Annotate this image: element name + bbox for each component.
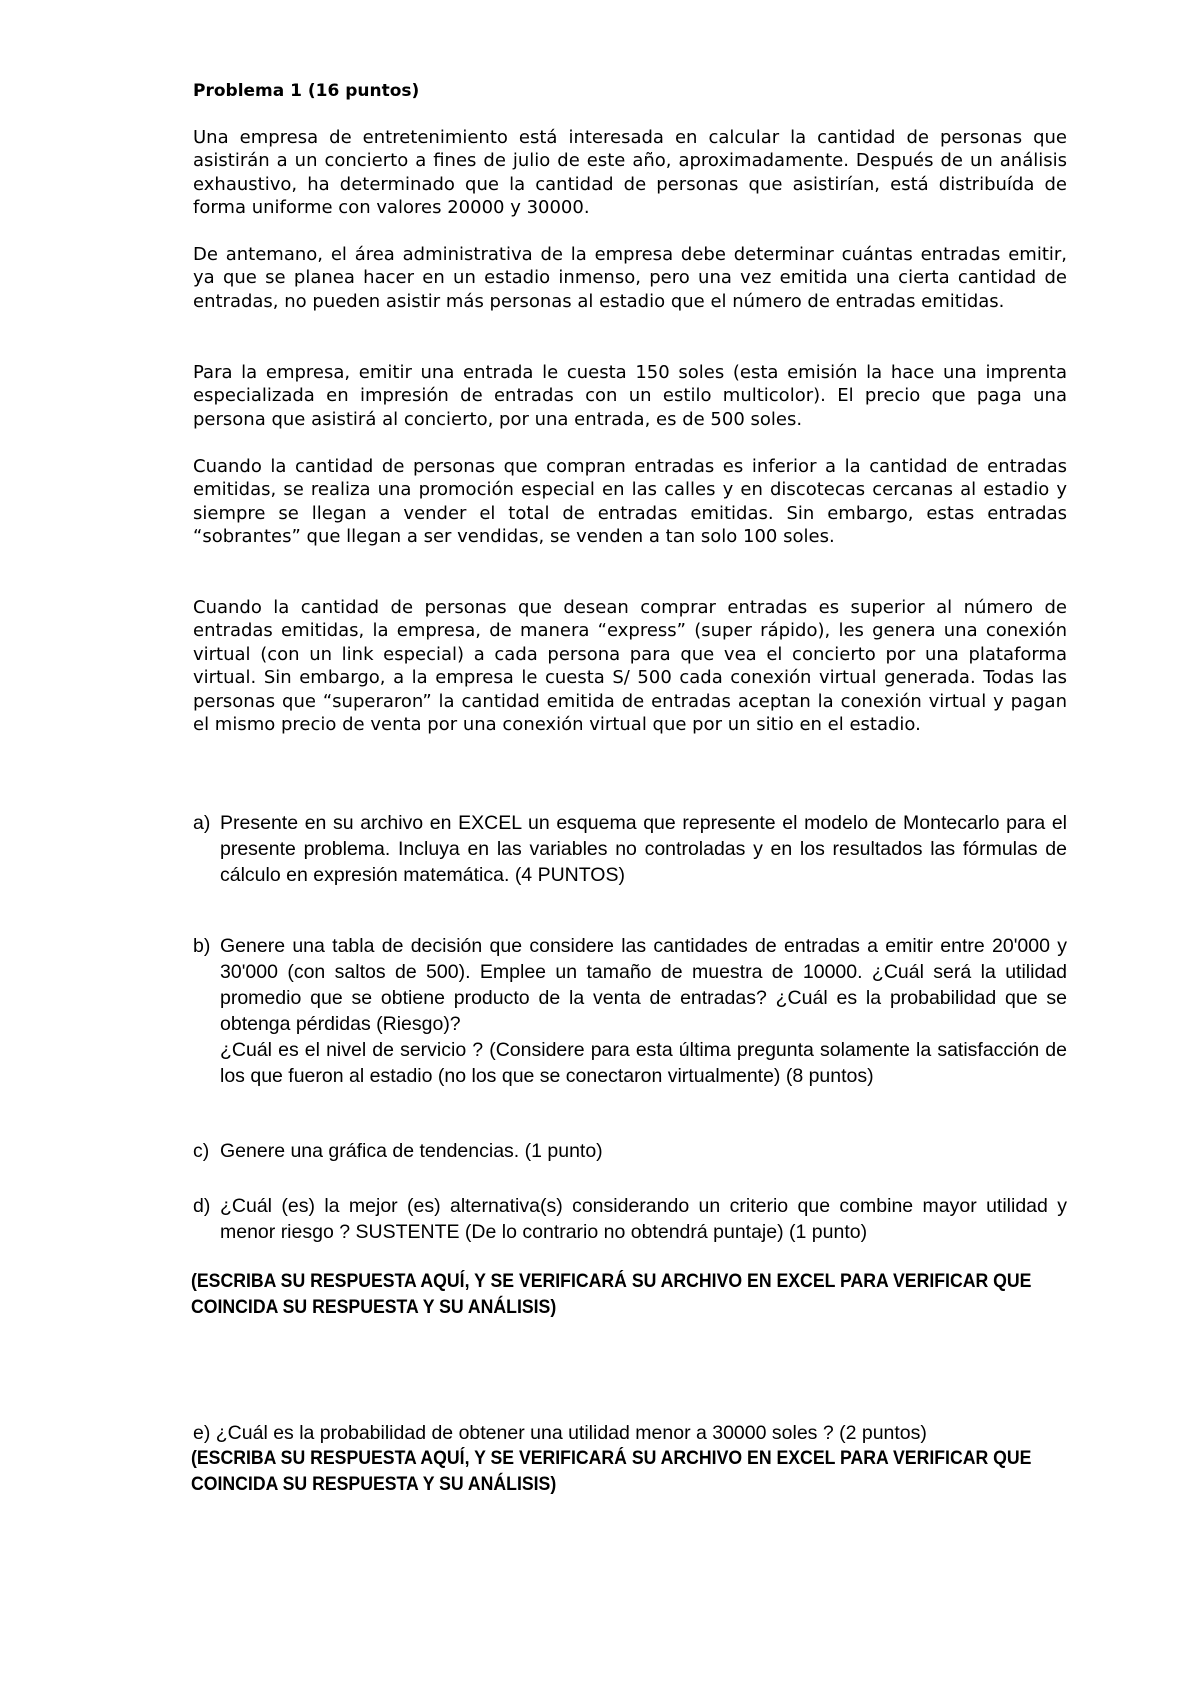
paragraph-costs: Para la empresa, emitir una entrada le cuesta 150 soles (esta emisión la hace una imprenta especializada en impresión de entradas con un estilo multicolor). El precio que paga una persona que asistirá al concierto, por una entrada, es de 500 soles. xyxy=(193,362,1067,430)
question-a xyxy=(193,810,1067,888)
question-c-text: Genere una gráfica de tendencias. (1 punto) xyxy=(220,1140,603,1162)
question-c xyxy=(193,1138,1067,1164)
paragraph-tickets: De antemano, el área administrativa de la empresa debe determinar cuántas entradas emitir, ya que se planea hacer en un estadio inmenso, pero una vez emitida una cierta cantidad de entradas, no pueden asistir más personas al estadio que el número de entradas emitidas. xyxy=(193,244,1067,312)
paragraph-leftover: Cuando la cantidad de personas que compran entradas es inferior a la cantidad de entradas emitidas, se realiza una promoción especial en las calles y en discotecas cercanas al estadio y siempre se llegan a vender el total de entradas emitidas. Sin embargo, estas entradas “sobrantes” que llegan a ser vendidas, se venden a tan solo 100 soles. xyxy=(193,456,1067,548)
answer-instruction-e: (ESCRIBA SU RESPUESTA AQUÍ, Y SE VERIFICARÁ SU ARCHIVO EN EXCEL PARA VERIFICAR QUE COINCIDA SU RESPUESTA Y SU ANÁLISIS) xyxy=(191,1448,1032,1495)
question-d-label: d) xyxy=(193,1195,211,1217)
question-d xyxy=(193,1193,1067,1245)
question-a-text: Presente en su archivo en EXCEL un esquema que represente el modelo de Montecarlo para el presente problema. Incluya en las variables no controladas y en los resultados las fórmulas de cálculo en expresión matemática. (4 PUNTOS) xyxy=(220,812,1067,886)
question-e-text: e) ¿Cuál es la probabilidad de obtener una utilidad menor a 30000 soles ? (2 puntos) xyxy=(193,1422,927,1444)
answer-instruction-d: (ESCRIBA SU RESPUESTA AQUÍ, Y SE VERIFICARÁ SU ARCHIVO EN EXCEL PARA VERIFICAR QUE COINCIDA SU RESPUESTA Y SU ANÁLISIS) xyxy=(191,1271,1032,1318)
question-d-text: ¿Cuál (es) la mejor (es) alternativa(s) considerando un criterio que combine mayor utilidad y menor riesgo ? SUSTENTE (De lo contrario no obtendrá puntaje) (1 punto) xyxy=(220,1195,1067,1243)
question-b-text: Genere una tabla de decisión que considere las cantidades de entradas a emitir entre 20'000 y 30'000 (con saltos de 500). Emplee un tamaño de muestra de 10000. ¿Cuál será la utilidad promedio que se obtiene producto de la venta de entradas? ¿Cuál es la probabilidad que se obtenga pérdidas (Riesgo)? xyxy=(220,935,1067,1035)
question-e xyxy=(193,1420,1067,1446)
question-b xyxy=(193,933,1067,1089)
question-b-text-2: ¿Cuál es el nivel de servicio ? (Considere para esta última pregunta solamente la satisfacción de los que fueron al estadio (no los que se conectaron virtualmente) (8 puntos) xyxy=(220,1039,1067,1087)
paragraph-overflow: Cuando la cantidad de personas que desean comprar entradas es superior al número de entradas emitidas, la empresa, de manera “express” (super rápido), les genera una conexión virtual (con un link especial) a cada persona para que vea el concierto por una plataforma virtual. Sin embargo, a la empresa le cuesta S/ 500 cada conexión virtual generada. Todas las personas que “superaron” la cantidad emitida de entradas aceptan la conexión virtual y pagan el mismo precio de venta por una conexión virtual que por un sitio en el estadio. xyxy=(193,597,1067,736)
paragraph-intro: Una empresa de entretenimiento está interesada en calcular la cantidad de personas que asistirán a un concierto a fines de julio de este año, aproximadamente. Después de un análisis exhaustivo, ha determinado que la cantidad de personas que asistirían, está distribuída de forma uniforme con valores 20000 y 30000. xyxy=(193,127,1067,219)
question-a-label: a) xyxy=(193,812,211,834)
question-c-label: c) xyxy=(193,1140,210,1162)
question-b-label: b) xyxy=(193,935,211,957)
problem-title: Problema 1 (16 puntos) xyxy=(193,81,420,101)
